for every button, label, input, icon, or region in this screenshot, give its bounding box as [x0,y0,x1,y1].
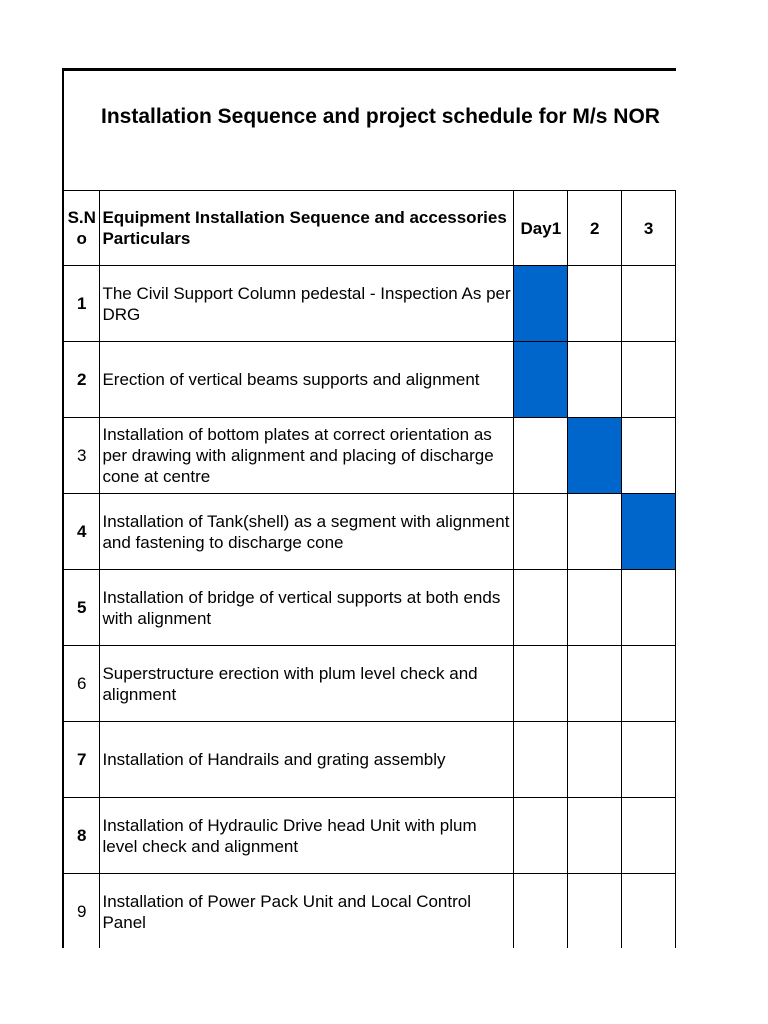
day-cell [514,722,568,798]
day-cell [568,570,622,646]
row-description: Installation of bottom plates at correct orientation as per drawing with alignment and placing of discharge cone at centre [100,418,514,494]
scheduled-day-cell [514,342,568,418]
sno-header [63,191,100,266]
day-cell [622,570,676,646]
day-cell [568,646,622,722]
day-cell [622,722,676,798]
page-title: Installation Sequence and project schedule for M/s NOR [101,105,660,128]
day-cell [514,418,568,494]
day-cell [622,342,676,418]
title-area [62,68,676,190]
table-row [63,418,676,494]
row-number: 8 [63,798,100,874]
table-row [63,266,676,342]
day-cell [514,494,568,570]
schedule-table [62,190,676,948]
row-description: Installation of bridge of vertical supports at both ends with alignment [100,570,514,646]
row-description: Installation of Power Pack Unit and Local Control Panel [100,874,514,949]
day-header-2: 2 [568,191,622,266]
day-cell [514,570,568,646]
day-cell [514,874,568,949]
day-cell [568,266,622,342]
row-description: Installation of Tank(shell) as a segment with alignment and fastening to discharge cone [100,494,514,570]
row-description: Installation of Hydraulic Drive head Unit with plum level check and alignment [100,798,514,874]
table-row [63,722,676,798]
schedule-sheet [62,68,676,948]
row-number: 3 [63,418,100,494]
sno-header-line1: S.N [67,208,96,227]
day-header-3: 3 [622,191,676,266]
day-cell [568,722,622,798]
table-row [63,874,676,949]
day-cell [622,266,676,342]
table-row [63,570,676,646]
row-description: Installation of Handrails and grating assembly [100,722,514,798]
sno-header-line2: o [76,229,87,248]
day-cell [514,646,568,722]
row-number: 2 [63,342,100,418]
row-description: Superstructure erection with plum level check and alignment [100,646,514,722]
day-cell [622,874,676,949]
header-row [63,191,676,266]
row-number: 5 [63,570,100,646]
scheduled-day-cell [514,266,568,342]
particulars-header: Equipment Installation Sequence and accessories Particulars [100,191,514,266]
day-cell [568,874,622,949]
table-row [63,494,676,570]
day-cell [568,342,622,418]
scheduled-day-cell [568,418,622,494]
row-description: The Civil Support Column pedestal - Inspection As per DRG [100,266,514,342]
day-cell [622,798,676,874]
row-description: Erection of vertical beams supports and alignment [100,342,514,418]
day-cell [568,798,622,874]
day-header-1: Day1 [514,191,568,266]
row-number: 4 [63,494,100,570]
day-cell [622,646,676,722]
scheduled-day-cell [622,494,676,570]
day-cell [622,418,676,494]
table-row [63,342,676,418]
table-row [63,798,676,874]
day-cell [514,798,568,874]
row-number: 7 [63,722,100,798]
table-row [63,646,676,722]
row-number: 1 [63,266,100,342]
row-number: 9 [63,874,100,949]
day-cell [568,494,622,570]
row-number: 6 [63,646,100,722]
